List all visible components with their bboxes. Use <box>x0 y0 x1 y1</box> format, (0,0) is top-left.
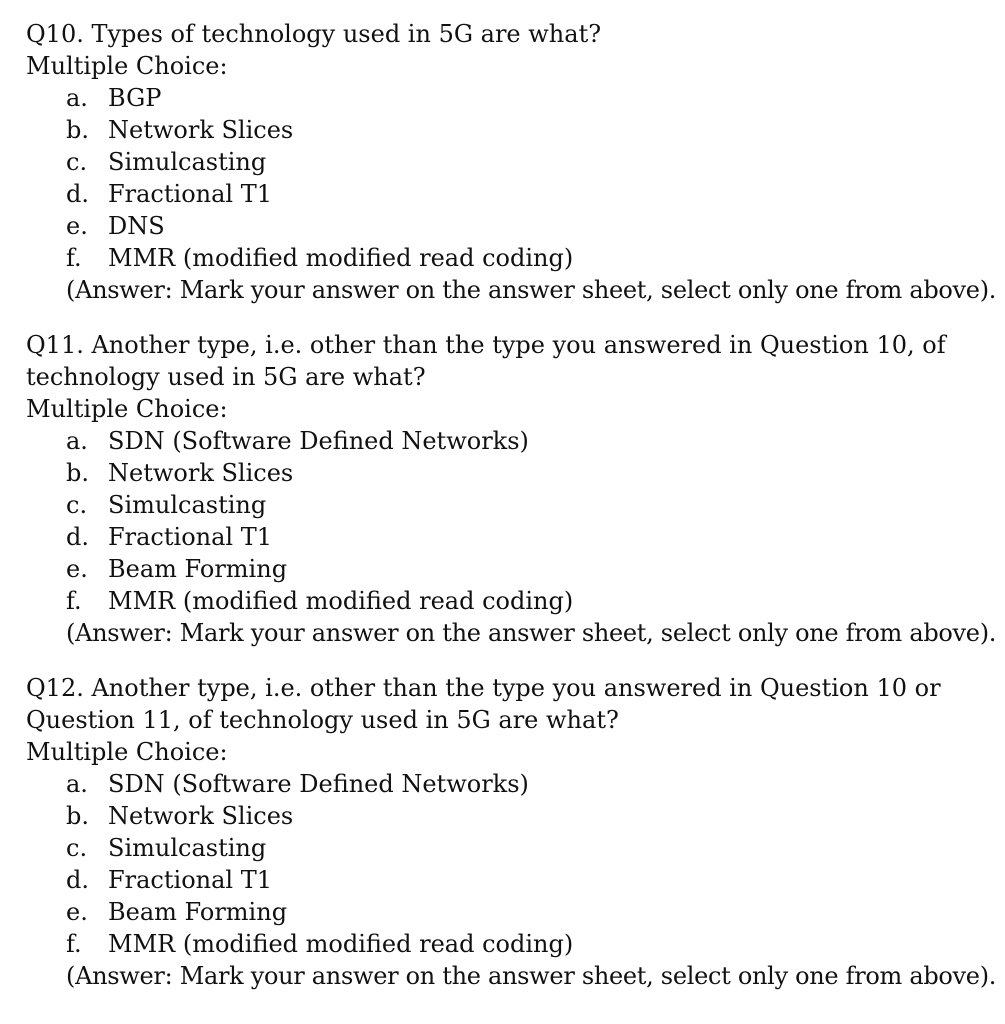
option-text: SDN (Software Defined Networks) <box>108 427 529 455</box>
option-letter: a. <box>66 84 88 112</box>
option-text: Network Slices <box>108 116 294 144</box>
option-text: Simulcasting <box>108 491 267 519</box>
multiple-choice-label: Multiple Choice: <box>26 52 228 80</box>
option-letter: f. <box>66 930 82 958</box>
question-q11 <box>26 329 999 649</box>
option-letter: a. <box>66 770 88 798</box>
option-text: SDN (Software Defined Networks) <box>108 770 529 798</box>
option-text: MMR (modified modified read coding) <box>108 587 574 615</box>
option-text: DNS <box>108 212 165 240</box>
option-letter: e. <box>66 898 88 926</box>
option-item <box>26 425 999 457</box>
question-q10 <box>26 18 999 306</box>
option-item <box>26 800 999 832</box>
option-text: Simulcasting <box>108 834 267 862</box>
option-text: Beam Forming <box>108 555 288 583</box>
option-letter: c. <box>66 834 88 862</box>
option-list <box>26 425 999 617</box>
option-text: Fractional T1 <box>108 180 272 208</box>
option-item <box>26 457 999 489</box>
option-letter: b. <box>66 459 89 487</box>
option-letter: c. <box>66 491 88 519</box>
option-text: Beam Forming <box>108 898 288 926</box>
option-item <box>26 553 999 585</box>
option-item <box>26 146 999 178</box>
option-letter: d. <box>66 866 89 894</box>
option-item <box>26 585 999 617</box>
option-letter: d. <box>66 180 89 208</box>
option-text: Network Slices <box>108 802 294 830</box>
option-letter: f. <box>66 587 82 615</box>
option-item <box>26 521 999 553</box>
option-letter: d. <box>66 523 89 551</box>
answer-instruction: (Answer: Mark your answer on the answer sheet, select only one from above). <box>66 619 997 647</box>
answer-instruction: (Answer: Mark your answer on the answer sheet, select only one from above). <box>66 276 997 304</box>
option-text: BGP <box>108 84 162 112</box>
multiple-choice-label: Multiple Choice: <box>26 738 228 766</box>
option-item <box>26 832 999 864</box>
question-prompt: Q12. Another type, i.e. other than the type you answered in Question 10 or Question 11, of technology used in 5G are what? <box>26 674 941 734</box>
option-list <box>26 768 999 960</box>
option-list <box>26 82 999 274</box>
option-item <box>26 489 999 521</box>
option-item <box>26 82 999 114</box>
option-item <box>26 242 999 274</box>
question-prompt: Q11. Another type, i.e. other than the type you answered in Question 10, of technology used in 5G are what? <box>26 331 946 391</box>
multiple-choice-label: Multiple Choice: <box>26 395 228 423</box>
option-letter: b. <box>66 802 89 830</box>
option-letter: a. <box>66 427 88 455</box>
option-item <box>26 864 999 896</box>
question-prompt: Q10. Types of technology used in 5G are what? <box>26 20 602 48</box>
option-text: Fractional T1 <box>108 866 272 894</box>
option-text: Fractional T1 <box>108 523 272 551</box>
option-item <box>26 768 999 800</box>
option-letter: e. <box>66 555 88 583</box>
option-letter: c. <box>66 148 88 176</box>
option-text: Simulcasting <box>108 148 267 176</box>
option-text: MMR (modified modified read coding) <box>108 244 574 272</box>
option-item <box>26 928 999 960</box>
option-item <box>26 896 999 928</box>
option-item <box>26 114 999 146</box>
option-item <box>26 210 999 242</box>
option-item <box>26 178 999 210</box>
option-letter: e. <box>66 212 88 240</box>
option-letter: b. <box>66 116 89 144</box>
option-letter: f. <box>66 244 82 272</box>
answer-instruction: (Answer: Mark your answer on the answer sheet, select only one from above). <box>66 962 997 990</box>
option-text: MMR (modified modified read coding) <box>108 930 574 958</box>
option-text: Network Slices <box>108 459 294 487</box>
question-q12 <box>26 672 999 992</box>
